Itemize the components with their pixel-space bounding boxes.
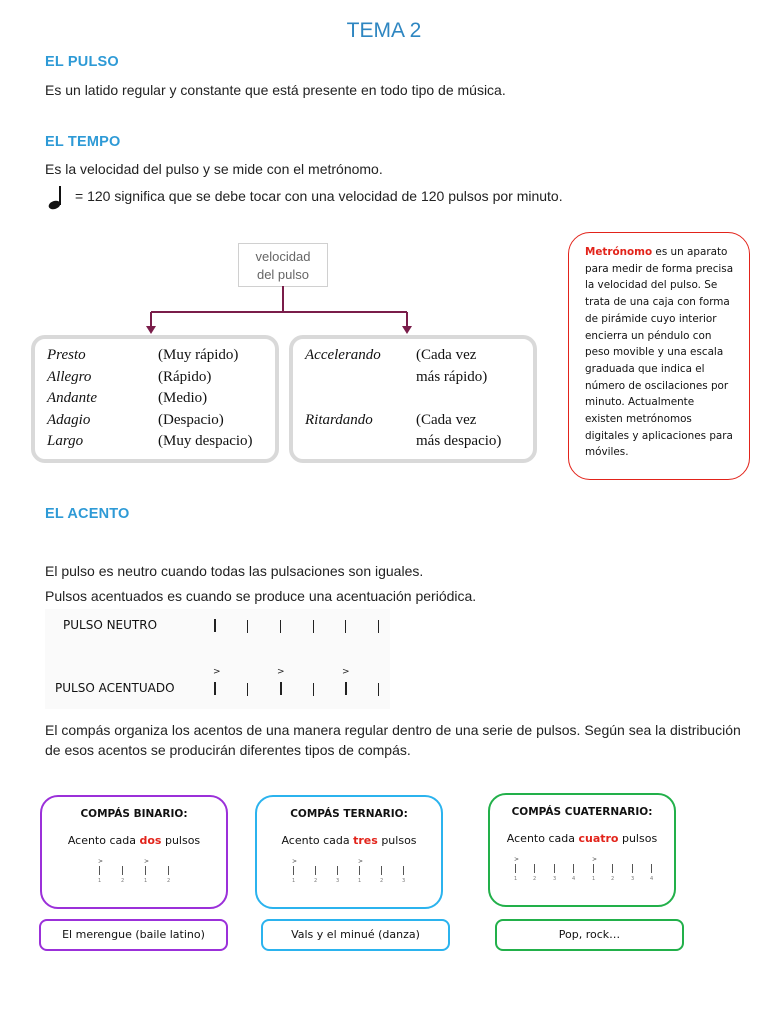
- term-largo: Largo: [47, 433, 84, 449]
- accent-post: pulsos: [161, 834, 201, 847]
- desc-ritardando-1: (Cada vez: [416, 412, 477, 428]
- term-allegro: Allegro: [47, 369, 92, 385]
- pulso-text: Es un latido regular y constante que está presente en todo tipo de música.: [45, 82, 506, 98]
- pulse-number: 2: [533, 876, 537, 882]
- desc-presto: (Muy rápido): [158, 347, 239, 363]
- pulse-number: 4: [572, 876, 576, 882]
- page-title: TEMA 2: [346, 19, 422, 42]
- compas-cuaternario-card: [488, 793, 676, 907]
- neutral-tick: [214, 619, 216, 632]
- compas-binario-title: COMPÁS BINARIO:: [80, 808, 188, 820]
- term-adagio: Adagio: [47, 412, 91, 428]
- accent-mark: >: [213, 667, 221, 677]
- pulso-heading: EL PULSO: [45, 54, 119, 70]
- unaccented-tick: [378, 683, 379, 696]
- velocidad-label: velocidad: [255, 249, 311, 264]
- metronomo-text: es un aparato para medir de forma precisa la velocidad del pulso. Se trata de una caja con forma de pirámide cuyo interior encierra un péndulo con peso movible y una escala graduada que indica el número de oscilaciones por minuto. Actualmente existen metrónomos digitales y aplicaciones para móviles.: [585, 246, 734, 459]
- tempo-text: Es la velocidad del pulso y se mide con el metrónomo.: [45, 161, 383, 177]
- accent-post: pulsos: [377, 834, 417, 847]
- accent-mark: >: [277, 667, 285, 677]
- velocidad-pulso-box: [238, 243, 328, 287]
- pulse-number: 1: [144, 878, 148, 884]
- ternario-example: Vals y el minué (danza): [261, 919, 450, 951]
- desc-allegro: (Rápido): [158, 369, 212, 385]
- compas-ternario-title: COMPÁS TERNARIO:: [290, 808, 408, 820]
- pulse-number: 1: [358, 878, 362, 884]
- pulse-number: 1: [514, 876, 518, 882]
- accent-mark: >: [144, 858, 150, 865]
- accent-word: tres: [353, 834, 378, 847]
- tempo-heading: EL TEMPO: [45, 134, 121, 150]
- pulse-number: 2: [314, 878, 318, 884]
- compas-cuaternario-accent: [490, 832, 674, 845]
- compas-cuaternario-title: COMPÁS CUATERNARIO:: [511, 806, 653, 818]
- cuaternario-example: Pop, rock…: [495, 919, 684, 951]
- del-pulso-label: del pulso: [256, 267, 310, 282]
- neutral-tick: [313, 620, 314, 633]
- tempo-terms-box: [31, 335, 279, 463]
- term-presto: Presto: [47, 347, 86, 363]
- pulse-number: 3: [402, 878, 406, 884]
- neutral-tick: [280, 620, 281, 633]
- accent-word: cuatro: [578, 832, 619, 845]
- accent-mark: >: [98, 858, 104, 865]
- accent-mark: >: [592, 856, 598, 863]
- tempo-note-text: = 120 significa que se debe tocar con una velocidad de 120 pulsos por minuto.: [75, 188, 563, 204]
- compas-ternario-card: [255, 795, 443, 909]
- acento-text-2: Pulsos acentuados es cuando se produce una acentuación periódica.: [45, 588, 477, 604]
- pulse-number: 3: [553, 876, 557, 882]
- metronomo-word: Metrónomo: [585, 246, 653, 258]
- neutral-tick: [247, 620, 248, 633]
- binario-example: El merengue (baile latino): [39, 919, 228, 951]
- pulse-number: 2: [167, 878, 171, 884]
- accented-tick: [214, 682, 216, 695]
- pulse-number: 3: [336, 878, 340, 884]
- accented-tick: [280, 682, 282, 695]
- accent-mark: >: [342, 667, 350, 677]
- compas-binario-card: [40, 795, 228, 909]
- pulse-number: 3: [631, 876, 635, 882]
- pulse-number: 2: [121, 878, 125, 884]
- accent-pre: Acento cada: [506, 832, 579, 845]
- term-andante: Andante: [47, 390, 97, 406]
- pulse-number: 2: [380, 878, 384, 884]
- compas-binario-accent: [42, 834, 226, 847]
- cuaternario-pulse-pattern: [514, 857, 658, 883]
- desc-andante: (Medio): [158, 390, 208, 406]
- accented-tick: [345, 682, 347, 695]
- desc-adagio: (Despacio): [158, 412, 224, 428]
- desc-accelerando-1: (Cada vez: [416, 347, 477, 363]
- pulse-number: 1: [292, 878, 296, 884]
- compas-text: El compás organiza los acentos de una manera regular dentro de una serie de pulsos. Según sea la distribución de esos acentos se producirán diferentes tipos de compás.: [45, 722, 741, 758]
- acento-heading: EL ACENTO: [45, 506, 130, 522]
- accent-pre: Acento cada: [67, 834, 140, 847]
- accent-mark: >: [514, 856, 520, 863]
- acento-text-1: El pulso es neutro cuando todas las pulsaciones son iguales.: [45, 563, 424, 579]
- accent-mark: >: [292, 858, 298, 865]
- unaccented-tick: [313, 683, 314, 696]
- half-note-icon: [45, 184, 65, 210]
- tempo-changes-box: [289, 335, 537, 463]
- pulse-number: 1: [98, 878, 102, 884]
- neutral-tick: [378, 620, 379, 633]
- accent-word: dos: [139, 834, 162, 847]
- pulso-neutro-label: PULSO NEUTRO: [63, 618, 158, 632]
- ternario-pulse-pattern: [292, 859, 412, 885]
- accent-pre: Acento cada: [281, 834, 354, 847]
- pulso-acentuado-label: PULSO ACENTUADO: [55, 681, 175, 695]
- desc-accelerando-2: más rápido): [416, 369, 488, 385]
- accent-mark: >: [358, 858, 364, 865]
- binario-pulse-pattern: [98, 859, 178, 885]
- neutral-tick: [345, 620, 346, 633]
- term-ritardando: Ritardando: [305, 412, 373, 428]
- pulse-number: 2: [611, 876, 615, 882]
- unaccented-tick: [247, 683, 248, 696]
- compas-ternario-accent: [257, 834, 441, 847]
- accent-post: pulsos: [618, 832, 658, 845]
- desc-largo: (Muy despacio): [158, 433, 253, 449]
- pulse-number: 4: [650, 876, 654, 882]
- desc-ritardando-2: más despacio): [416, 433, 502, 449]
- pulse-number: 1: [592, 876, 596, 882]
- pulse-diagram: [45, 609, 390, 709]
- diagram-connector: [140, 286, 420, 336]
- metronomo-callout: [568, 232, 750, 480]
- term-accelerando: Accelerando: [305, 347, 381, 363]
